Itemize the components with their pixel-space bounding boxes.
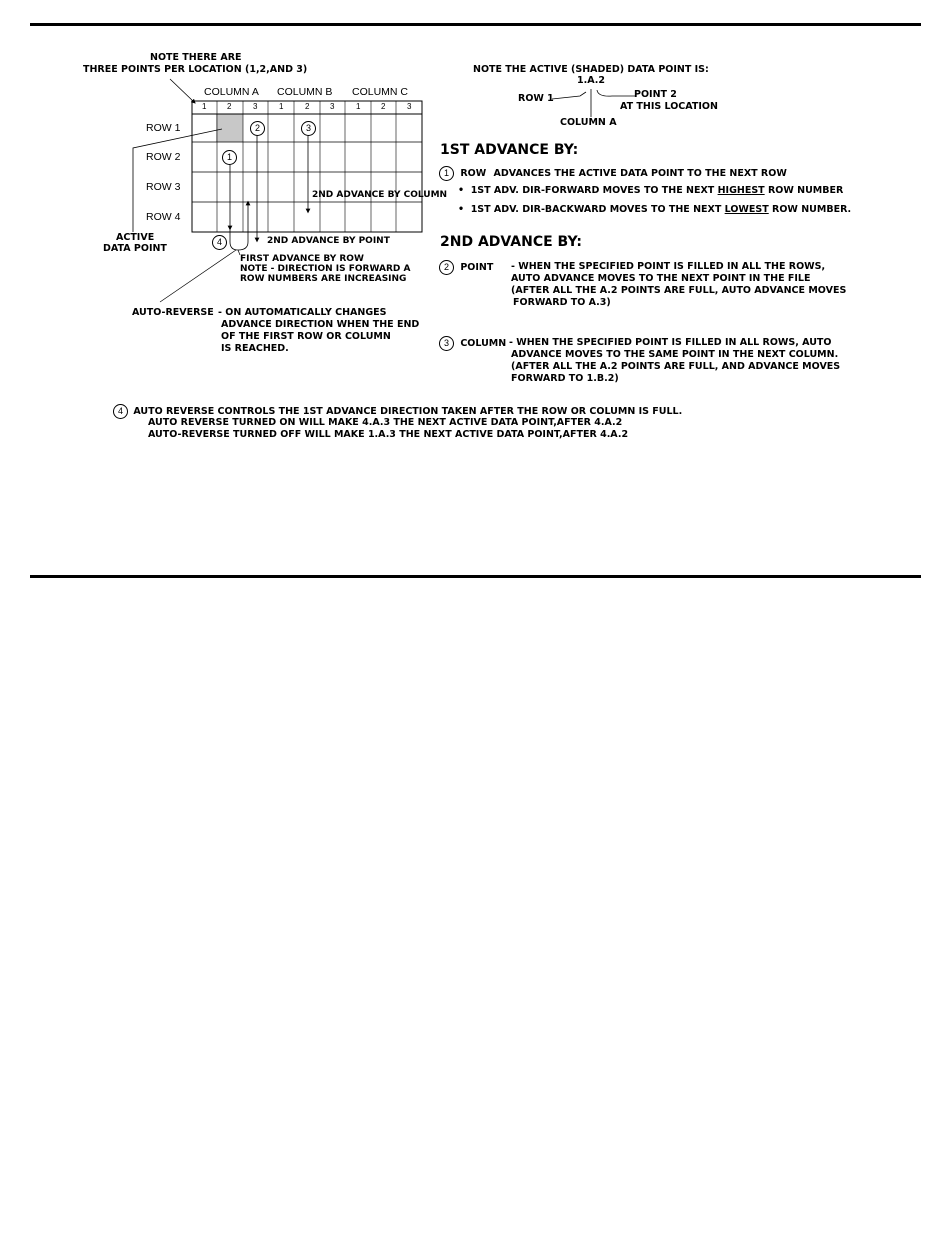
first-advance-row-entry bbox=[439, 166, 787, 181]
auto-reverse-label: AUTO-REVERSE bbox=[132, 307, 214, 318]
marker-2: 2 bbox=[250, 121, 265, 136]
marker-3: 3 bbox=[439, 336, 454, 351]
column-option-label: COLUMN bbox=[460, 338, 507, 349]
active-point-label-1: ACTIVE bbox=[116, 232, 155, 243]
row-label: ROW 4 bbox=[146, 211, 181, 223]
point-header-row bbox=[192, 102, 422, 114]
marker-4: 4 bbox=[212, 235, 227, 250]
point-desc-3: (AFTER ALL THE A.2 POINTS ARE FULL, AUTO ADVANCE MOVES bbox=[511, 285, 847, 296]
bullet: • bbox=[458, 204, 471, 215]
first-advance-line-2: NOTE - DIRECTION IS FORWARD A bbox=[240, 264, 411, 274]
active-point-cell bbox=[216, 114, 243, 142]
row-label: ROW 3 bbox=[146, 181, 181, 193]
active-point-note: NOTE THE ACTIVE (SHADED) DATA POINT IS: bbox=[473, 64, 709, 75]
point-desc-1: - WHEN THE SPECIFIED POINT IS FILLED IN ALL THE ROWS, bbox=[511, 261, 826, 272]
marker-4: 4 bbox=[113, 404, 128, 419]
point-leader bbox=[597, 90, 636, 96]
second-advance-by-point-label: 2ND ADVANCE BY POINT bbox=[267, 236, 390, 246]
column-option-entry bbox=[439, 336, 506, 351]
row-option-desc: ADVANCES THE ACTIVE DATA POINT TO THE NEXT ROW bbox=[493, 168, 787, 179]
point-number: 2 bbox=[381, 102, 386, 111]
marker-1: 1 bbox=[222, 150, 237, 165]
point-desc-2: AUTO ADVANCE MOVES TO THE NEXT POINT IN THE FILE bbox=[511, 273, 811, 284]
row-label: ROW 2 bbox=[146, 151, 181, 163]
point-number: 1 bbox=[356, 102, 361, 111]
point-number: 3 bbox=[407, 102, 412, 111]
point-number: 1 bbox=[202, 102, 207, 111]
forward-direction-item: • 1ST ADV. DIR-FORWARD MOVES TO THE NEXT HIGHEST ROW NUMBER bbox=[458, 185, 844, 196]
column-c-header: COLUMN C bbox=[352, 86, 409, 98]
backward-direction-item: • 1ST ADV. DIR-BACKWARD MOVES TO THE NEXT LOWEST ROW NUMBER. bbox=[458, 204, 852, 215]
column-desc-3: (AFTER ALL THE A.2 POINTS ARE FULL, AND ADVANCE MOVES bbox=[511, 361, 841, 372]
column-desc-4: FORWARD TO 1.B.2) bbox=[511, 373, 619, 384]
point-2-location: AT THIS LOCATION bbox=[620, 101, 718, 112]
point-option-label: POINT bbox=[460, 262, 494, 273]
auto-reverse-note-line-1: AUTO REVERSE CONTROLS THE 1ST ADVANCE DIRECTION TAKEN AFTER THE ROW OR COLUMN IS FULL. bbox=[133, 406, 683, 417]
point-number: 1 bbox=[279, 102, 284, 111]
point-number: 2 bbox=[305, 102, 310, 111]
active-point-label-2: DATA POINT bbox=[103, 243, 167, 254]
column-desc-2: ADVANCE MOVES TO THE SAME POINT IN THE NEXT COLUMN. bbox=[511, 349, 839, 360]
auto-reverse-line-3: OF THE FIRST ROW OR COLUMN bbox=[221, 331, 391, 342]
second-advance-by-column-label: 2ND ADVANCE BY COLUMN bbox=[312, 190, 448, 200]
active-point-code: 1.A.2 bbox=[577, 75, 605, 86]
auto-reverse-note-line-2: AUTO REVERSE TURNED ON WILL MAKE 4.A.3 THE NEXT ACTIVE DATA POINT,AFTER 4.A.2 bbox=[148, 417, 623, 428]
bullet: • bbox=[458, 185, 471, 196]
point-number: 2 bbox=[227, 102, 232, 111]
column-desc-1: - WHEN THE SPECIFIED POINT IS FILLED IN ALL ROWS, AUTO bbox=[509, 337, 832, 348]
first-advance-heading: 1ST ADVANCE BY: bbox=[440, 142, 579, 158]
point-option-entry bbox=[439, 260, 493, 275]
auto-reverse-leader bbox=[160, 250, 236, 302]
point-2-label: POINT 2 bbox=[634, 89, 677, 100]
auto-reverse-line-1: - ON AUTOMATICALLY CHANGES bbox=[218, 307, 387, 318]
auto-reverse-line-2: ADVANCE DIRECTION WHEN THE END bbox=[221, 319, 420, 330]
points-note-line-1: NOTE THERE ARE bbox=[150, 52, 242, 63]
first-advance-line-3: ROW NUMBERS ARE INCREASING bbox=[240, 274, 407, 284]
points-note-line-2: THREE POINTS PER LOCATION (1,2,AND 3) bbox=[83, 64, 308, 75]
row-option-label: ROW bbox=[460, 168, 487, 179]
row-1-label: ROW 1 bbox=[518, 93, 554, 104]
column-a-label: COLUMN A bbox=[560, 117, 617, 128]
point-number: 3 bbox=[253, 102, 258, 111]
row-label: ROW 1 bbox=[146, 122, 181, 134]
auto-reverse-line-4: IS REACHED. bbox=[221, 343, 289, 354]
point-number: 3 bbox=[330, 102, 335, 111]
column-b-header: COLUMN B bbox=[277, 86, 333, 98]
auto-reverse-u-turn bbox=[230, 203, 248, 250]
marker-1: 1 bbox=[439, 166, 454, 181]
second-advance-heading: 2ND ADVANCE BY: bbox=[440, 234, 582, 250]
column-a-header: COLUMN A bbox=[204, 86, 259, 98]
marker-3: 3 bbox=[301, 121, 316, 136]
point-desc-4: FORWARD TO A.3) bbox=[513, 297, 611, 308]
points-note-leader bbox=[170, 79, 194, 102]
row-leader bbox=[552, 92, 586, 99]
first-advance-line-1: FIRST ADVANCE BY ROW bbox=[240, 254, 364, 264]
marker-2: 2 bbox=[439, 260, 454, 275]
auto-reverse-note-line-3: AUTO-REVERSE TURNED OFF WILL MAKE 1.A.3 THE NEXT ACTIVE DATA POINT,AFTER 4.A.2 bbox=[148, 429, 629, 440]
